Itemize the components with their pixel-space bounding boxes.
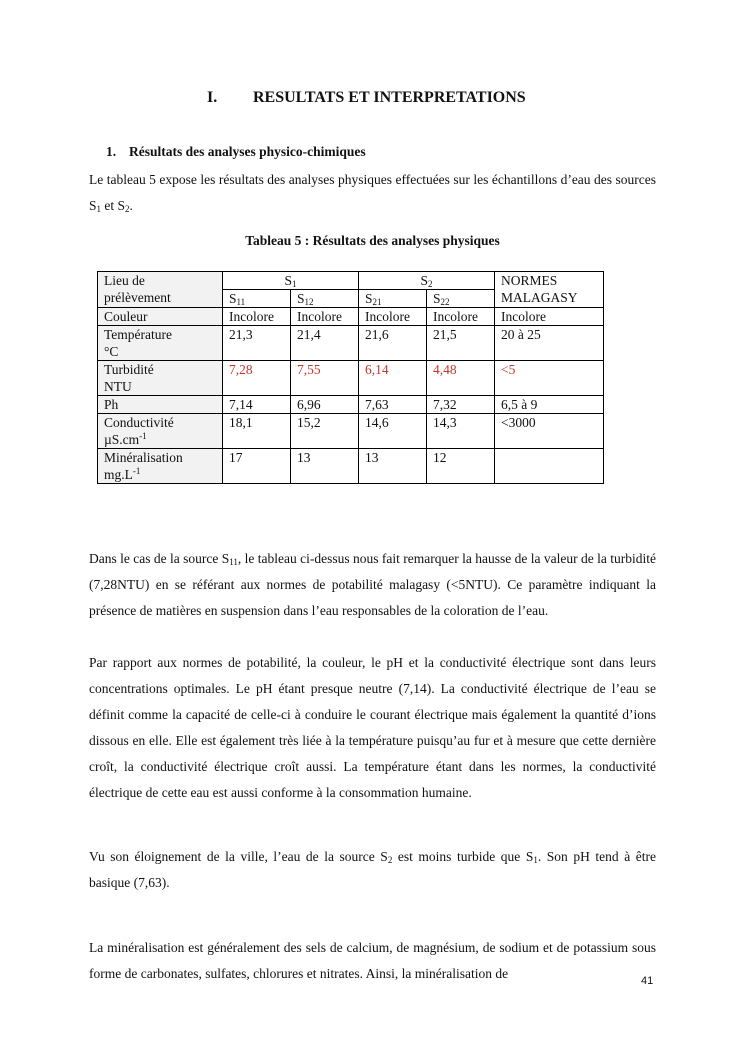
- table-cell: 12: [427, 449, 495, 484]
- paragraph-conductivity: Par rapport aux normes de potabilité, la couleur, le pH et la conductivité électrique sont dans leurs concentrations optimales. Le pH étant presque neutre (7,14). La conductivité électrique de l’eau se définit comme la capacité de celle-ci à conduire le courant électrique mais également la quantité d’ions dissous en elle. Elle est également très liée à la température puisqu’au fur et à mesure que cette dernière croît, la conductivité électrique croît aussi. La température étant dans les normes, la conductivité électrique de cette eau est aussi conforme à la consommation humaine.: [89, 655, 656, 800]
- paragraph-source-s2: Vu son éloignement de la ville, l’eau de la source $S_2$ est moins turbide que $S_1$. Son pH tend à être basique (7,63).: [89, 849, 656, 890]
- subsection-number: 1.: [106, 144, 117, 159]
- table-cell-highlight: 7,55: [291, 361, 359, 396]
- table-row-conductivite: [98, 414, 604, 449]
- table-cell: 21,3: [223, 326, 291, 361]
- table-cell: 7,63: [359, 396, 427, 414]
- row-label: Conductivité $\mu S.cm^{-1}$: [98, 414, 223, 449]
- table-cell: 7,14: [223, 396, 291, 414]
- table-cell: 21,4: [291, 326, 359, 361]
- table-cell-highlight: 4,48: [427, 361, 495, 396]
- table-cell: 13: [291, 449, 359, 484]
- table-caption: Tableau 5 : Résultats des analyses physiques: [245, 233, 500, 248]
- table-cell: 6,96: [291, 396, 359, 414]
- table-cell-highlight: 7,28: [223, 361, 291, 396]
- header-location: Lieu de prélèvement: [98, 272, 223, 308]
- table-cell: Incolore: [223, 308, 291, 326]
- header-group-s1: $S_1$: [223, 272, 359, 290]
- table-cell: 7,32: [427, 396, 495, 414]
- table-cell: Incolore: [291, 308, 359, 326]
- row-label: Minéralisation $mg.L^{-1}$: [98, 449, 223, 484]
- header-norms: NORMES MALAGASY: [495, 272, 604, 308]
- table-header-row: [98, 272, 604, 290]
- table-row-turbidite: [98, 361, 604, 396]
- subsection-title: Résultats des analyses physico-chimiques: [129, 144, 366, 159]
- header-s12: $S_{12}$: [291, 290, 359, 308]
- section-title: RESULTATS ET INTERPRETATIONS: [253, 89, 526, 106]
- row-label: Ph: [98, 396, 223, 414]
- section-number: I.: [207, 89, 218, 106]
- table-cell: 21,6: [359, 326, 427, 361]
- header-s22: $S_{22}$: [427, 290, 495, 308]
- table-cell: 21,5: [427, 326, 495, 361]
- table-cell: 13: [359, 449, 427, 484]
- table-cell: Incolore: [427, 308, 495, 326]
- table-cell: Incolore: [359, 308, 427, 326]
- paragraph-mineralisation: La minéralisation est généralement des sels de calcium, de magnésium, de sodium et de potassium sous forme de carbonates, sulfates, chlorures et nitrates. Ainsi, la minéralisation de: [89, 940, 656, 981]
- results-table: [97, 271, 604, 484]
- table-cell: 15,2: [291, 414, 359, 449]
- table-cell-norm: 6,5 à 9: [495, 396, 604, 414]
- header-s11: $S_{11}$: [223, 290, 291, 308]
- row-label: Température °C: [98, 326, 223, 361]
- section-heading: [207, 89, 526, 107]
- table-row-couleur: [98, 308, 604, 326]
- paragraph-turbidity: Dans le cas de la source $S_{11}$, le tableau ci-dessus nous fait remarquer la hausse de la valeur de la turbidité (7,28NTU) en se référant aux normes de potabilité malagasy (<5NTU). Ce paramètre indiquant la présence de matières en suspension dans l’eau responsables de la coloration de l’eau.: [89, 551, 656, 618]
- table-cell-norm: <3000: [495, 414, 604, 449]
- table-cell-norm: 20 à 25: [495, 326, 604, 361]
- table-cell: 14,6: [359, 414, 427, 449]
- subsection-heading: [106, 144, 366, 160]
- table-cell: 17: [223, 449, 291, 484]
- table-row-ph: [98, 396, 604, 414]
- table-cell-norm-highlight: <5: [495, 361, 604, 396]
- page-number: 41: [641, 975, 654, 987]
- header-group-s2: $S_2$: [359, 272, 495, 290]
- table-row-temperature: [98, 326, 604, 361]
- header-s21: $S_{21}$: [359, 290, 427, 308]
- table-cell: 18,1: [223, 414, 291, 449]
- table-cell-norm: [495, 449, 604, 484]
- row-label: Couleur: [98, 308, 223, 326]
- row-label: Turbidité NTU: [98, 361, 223, 396]
- table-row-mineralisation: [98, 449, 604, 484]
- table-cell: 14,3: [427, 414, 495, 449]
- table-cell-norm: Incolore: [495, 308, 604, 326]
- table-cell-highlight: 6,14: [359, 361, 427, 396]
- intro-paragraph: Le tableau 5 expose les résultats des analyses physiques effectuées sur les échantillons d’eau des sources $S_1$ et $S_2$.: [89, 172, 656, 214]
